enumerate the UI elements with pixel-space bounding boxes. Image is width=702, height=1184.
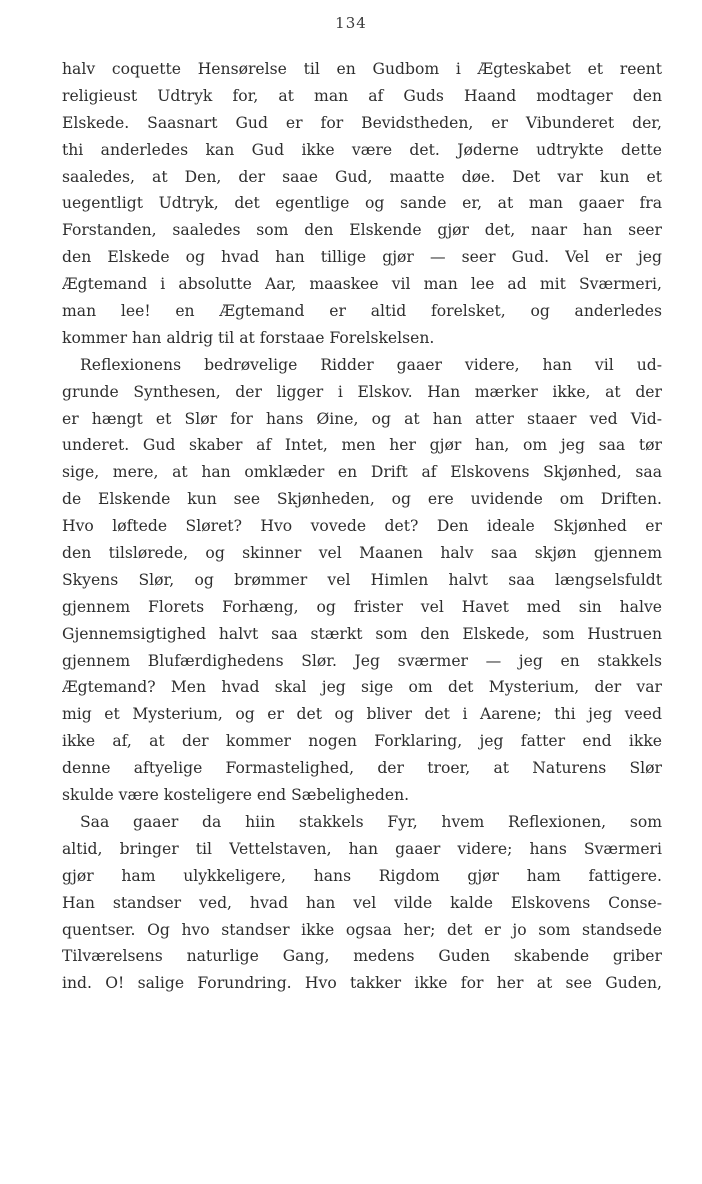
text-line: kommer han aldrig til at forstaae Forelskelsen.: [62, 328, 435, 347]
text-line: den tilslørede, og skinner vel Maanen halv saa skjøn gjennem: [62, 544, 662, 563]
text-line: ind. O! salige Forundring. Hvo takker ikke for her at see Guden,: [62, 974, 662, 993]
text-line: den Elskede og hvad han tillige gjør — seer Gud. Vel er jeg: [62, 248, 662, 267]
text-line: de Elskende kun see Skjønheden, og ere uvidende om Driften.: [62, 490, 662, 509]
text-line: ikke af, at der kommer nogen Forklaring, jeg fatter end ikke: [62, 732, 662, 751]
text-line: Hvo løftede Sløret? Hvo vovede det? Den ideale Skjønhed er: [62, 517, 662, 536]
text-line: Forstanden, saaledes som den Elskende gjør det, naar han seer: [62, 221, 662, 240]
text-line: er hængt et Slør for hans Øine, og at han atter staaer ved Vid-: [62, 409, 662, 428]
text-line: man lee! en Ægtemand er altid forelsket, og anderledes: [62, 302, 662, 321]
text-line: altid, bringer til Vettelstaven, han gaaer videre; hans Sværmeri: [62, 839, 662, 858]
body-text: [62, 56, 662, 997]
text-line: Skyens Slør, og brømmer vel Himlen halvt saa længselsfuldt: [62, 570, 662, 589]
text-line: religieust Udtryk for, at man af Guds Haand modtager den: [62, 86, 662, 105]
text-line: Ægtemand i absolutte Aar, maaskee vil man lee ad mit Sværmeri,: [62, 275, 662, 294]
text-line: sige, mere, at han omklæder en Drift af Elskovens Skjønhed, saa: [62, 463, 662, 482]
text-line: Reflexionens bedrøvelige Ridder gaaer videre, han vil ud-: [80, 355, 662, 374]
text-line: denne aftyelige Formastelighed, der troer, at Naturens Slør: [62, 759, 662, 778]
text-line: gjennem Blufærdighedens Slør. Jeg sværmer — jeg en stakkels: [62, 651, 662, 670]
text-line: halv coquette Hensørelse til en Gudbom i Ægteskabet et reent: [62, 60, 662, 78]
page-number: 134: [335, 14, 367, 32]
text-line: saaledes, at Den, der saae Gud, maatte døe. Det var kun et: [62, 167, 662, 186]
text-line: skulde være kosteligere end Sæbeligheden.: [62, 786, 410, 805]
text-line: thi anderledes kan Gud ikke være det. Jøderne udtrykte dette: [62, 140, 662, 159]
text-line: Tilværelsens naturlige Gang, medens Guden skabende griber: [62, 947, 662, 966]
text-line: Saa gaaer da hiin stakkels Fyr, hvem Reflexionen, som: [80, 812, 662, 831]
text-line: grunde Synthesen, der ligger i Elskov. Han mærker ikke, at der: [62, 382, 662, 401]
text-line: mig et Mysterium, og er det og bliver det i Aarene; thi jeg veed: [62, 705, 662, 724]
text-line: Han standser ved, hvad han vel vilde kalde Elskovens Conse-: [62, 893, 662, 912]
text-line: gjennem Florets Forhæng, og frister vel Havet med sin halve: [62, 597, 662, 616]
text-line: quentser. Og hvo standser ikke ogsaa her; det er jo som standsede: [62, 920, 662, 939]
text-line: underet. Gud skaber af Intet, men her gjør han, om jeg saa tør: [62, 436, 662, 455]
text-line: gjør ham ulykkeligere, hans Rigdom gjør ham fattigere.: [62, 866, 662, 885]
text-line: Ægtemand? Men hvad skal jeg sige om det Mysterium, der var: [62, 678, 662, 697]
text-line: Gjennemsigtighed halvt saa stærkt som den Elskede, som Hustruen: [62, 624, 662, 643]
text-line: uegentligt Udtryk, det egentlige og sande er, at man gaaer fra: [62, 194, 662, 213]
text-line: Elskede. Saasnart Gud er for Bevidstheden, er Vibunderet der,: [62, 113, 662, 132]
